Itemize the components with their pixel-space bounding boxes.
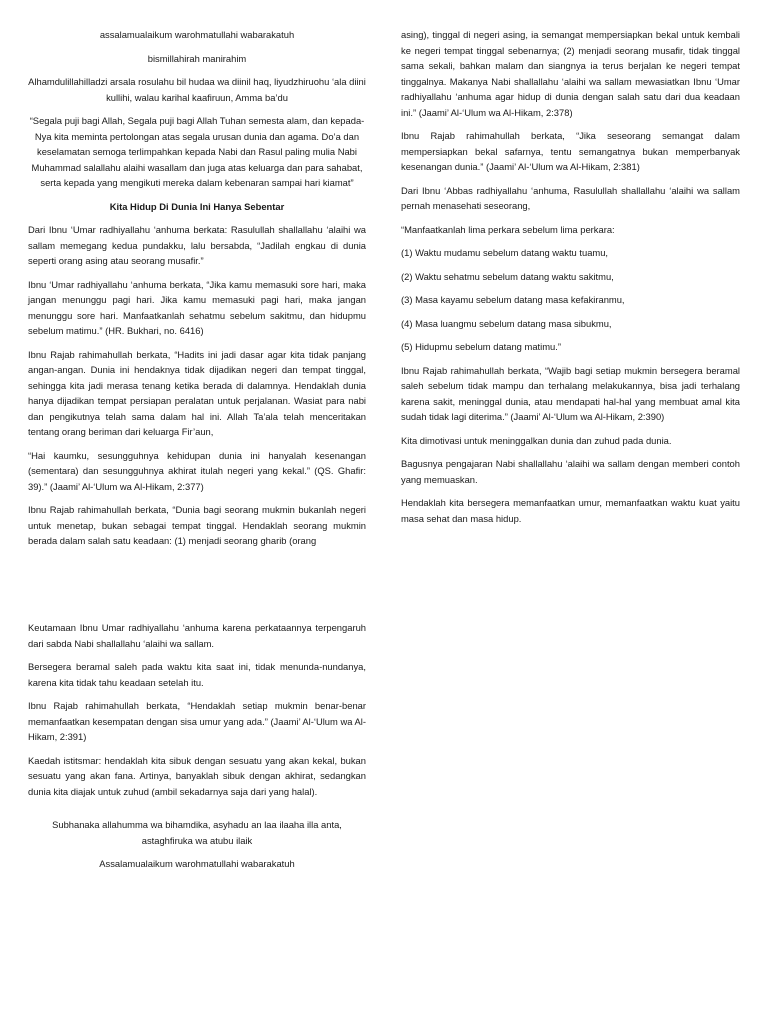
list-item: (4) Masa luangmu sebelum datang masa sibukmu,: [401, 317, 612, 329]
paragraph: Keutamaan Ibnu Umar radhiyallahu ‘anhuma karena perkataannya terpengaruh dari sabda Nabi shallallahu ‘alaihi wa sallam.: [28, 622, 366, 649]
opening-praise: “Segala puji bagi Allah, Segala puji bagi Allah Tuhan semesta alam, dan kepada-Nya kita meminta pertolongan atas segala urusan dunia dan agama. Do’a dan keselamatan semoga terlimpahkan kepada Nabi dan Rasul paling mulia Nabi Muhammad salallahu alaihi wasallam dan juga atas keluarga dan para sahabat, serta kepada yang mengikuti mereka dalam kebenaran sampai hari kiamat”: [29, 115, 365, 188]
closing-greeting: Assalamualaikum warohmatullahi wabarakatuh: [99, 858, 295, 869]
article-title: Kita Hidup Di Dunia Ini Hanya Sebentar: [109, 200, 285, 212]
paragraph: Dari Ibnu ‘Abbas radhiyallahu ‘anhuma, Rasulullah shallallahu ‘alaihi wa sallam pernah menasehati seseorang,: [401, 184, 740, 211]
list-item: (3) Masa kayamu sebelum datang masa kefakiranmu,: [401, 294, 625, 305]
list-item: (1) Waktu mudamu sebelum datang waktu tuamu,: [401, 247, 609, 258]
hamdalah: Alhamdulillahilladzi arsala rosulahu bil hudaa wa diinil haq, liyudzhiruohu ‘ala diini kullihi, walau karihal kaafiruun, Amma ba’du: [28, 76, 366, 103]
paragraph: Ibnu Rajab rahimahullah berkata, “Jika seseorang semangat dalam mempersiapkan bekal safarnya, tentu semangatnya bukan memperbanyak kesenangan dunia.” (Jaami’ Al-‘Ulum wa Al-Hikam, 2:381): [401, 130, 740, 172]
paragraph: Kita dimotivasi untuk meninggalkan dunia dan zuhud pada dunia.: [401, 434, 672, 446]
left-column-bottom: [28, 620, 366, 880]
paragraph: Ibnu Rajab rahimahullah berkata, “Hendaklah setiap mukmin benar-benar memanfaatkan kesempatan dengan sisa umur yang ada.” (Jaami’ Al-‘Ulum wa Al-Hikam, 2:391): [28, 700, 366, 742]
paragraph: Ibnu ‘Umar radhiyallahu ‘anhuma berkata, “Jika kamu memasuki sore hari, maka jangan menunggu pagi hari. Jika kamu memasuki pagi hari, maka jangan menunggu sore hari. Manfaatkanlah sehatmu sebelum sakitmu, dan hidupmu sebelum matimu.” (HR. Bukhari, no. 6416): [28, 278, 366, 336]
basmalah: bismillahirah manirahim: [147, 52, 247, 64]
paragraph: asing), tinggal di negeri asing, ia semangat mempersiapkan bekal untuk kembali ke negeri tempat tinggal sebenarnya; (2) menjadi seorang musafir, tidak tinggal sama sekali, bahkan malam dan siangnya ia terus berjalan ke negeri tempat tinggalnya. Makanya Nabi shallallahu ‘alaihi wa sallam mewasiatkan Ibnu ‘Umar radhiyallahu ‘anhuma agar hidup di dunia dengan salah satu dari dua keadaan ini.” (Jaami’ Al-‘Ulum wa Al-Hikam, 2:378): [401, 29, 740, 118]
paragraph: “Manfaatkanlah lima perkara sebelum lima perkara:: [401, 223, 615, 235]
paragraph: Bersegera beramal saleh pada waktu kita saat ini, tidak menunda-nundanya, karena kita tidak tahu keadaan setelah itu.: [28, 661, 366, 688]
list-item: (2) Waktu sehatmu sebelum datang waktu sakitmu,: [401, 270, 614, 282]
paragraph: “Hai kaumku, sesungguhnya kehidupan dunia ini hanyalah kesenangan (sementara) dan sesungguhnya akhirat itulah negeri yang kekal.” (QS. Ghafir: 39).” (Jaami’ Al-‘Ulum wa Al-Hikam, 2:377): [28, 449, 366, 492]
opening-greeting: assalamualaikum warohmatullahi wabarakatuh: [99, 29, 295, 40]
right-column: [401, 27, 740, 534]
paragraph: Hendaklah kita bersegera memanfaatkan umur, memanfaatkan waktu kuat yaitu masa sehat dan masa hidup.: [401, 497, 740, 524]
spacer: [28, 807, 366, 817]
paragraph: Ibnu Rajab rahimahullah berkata, “Wajib bagi setiap mukmin bersegera beramal saleh sebelum tidak mampu dan terhalang melakukannya, bisa jadi terhalang karena sakit, meninggal dunia, atau mendapati hal-hal yang membuat amal kita sudah tidak lagi diterima.” (Jaami’ Al-‘Ulum wa Al-Hikam, 2:390): [401, 364, 740, 422]
left-column-top: [28, 27, 366, 557]
paragraph: Bagusnya pengajaran Nabi shallallahu ‘alaihi wa sallam dengan memberi contoh yang memuaskan.: [401, 458, 740, 485]
list-item: (5) Hidupmu sebelum datang matimu.”: [401, 341, 561, 352]
paragraph: Dari Ibnu ‘Umar radhiyallahu ‘anhuma berkata: Rasulullah shallallahu ‘alaihi wa sallam memegang kedua pundakku, lalu bersabda, “Jadilah engkau di dunia seperti orang asing atau seorang musafir.”: [28, 224, 366, 266]
paragraph: Ibnu Rajab rahimahullah berkata, “Dunia bagi seorang mukmin bukanlah negeri untuk menetap, bukan sebagai tempat tinggal. Hendaklah seorang mukmin berada dalam salah satu keadaan: (1) menjadi seorang gharib (orang: [28, 504, 366, 546]
closing-prayer: Subhanaka allahumma wa bihamdika, asyhadu an laa ilaaha illa anta, astaghfiruka wa atubu ilaik: [52, 819, 342, 846]
paragraph: Ibnu Rajab rahimahullah berkata, “Hadits ini jadi dasar agar kita tidak panjang angan-angan. Dunia ini hendaknya tidak dijadikan negeri dan tempat tinggal, sehingga kita jadi merasa tenang ketika berada di dalamnya. Hendaklah dunia hanya dijadikan tempat persiapan peralatan untuk perjalanan. Wasiat para nabi dan pengikutnya telah sama dalam hal ini. Allah Ta’ala telah menceritakan tentang orang beriman dari keluarga Fir’aun,: [28, 348, 366, 437]
paragraph: Kaedah istitsmar: hendaklah kita sibuk dengan sesuatu yang akan kekal, bukan sesuatu yang akan fana. Artinya, banyaklah sibuk dengan akhirat, sedangkan dunia kita diajak untuk zuhud (ambil sekadarnya saja dari yang halal).: [28, 754, 366, 797]
